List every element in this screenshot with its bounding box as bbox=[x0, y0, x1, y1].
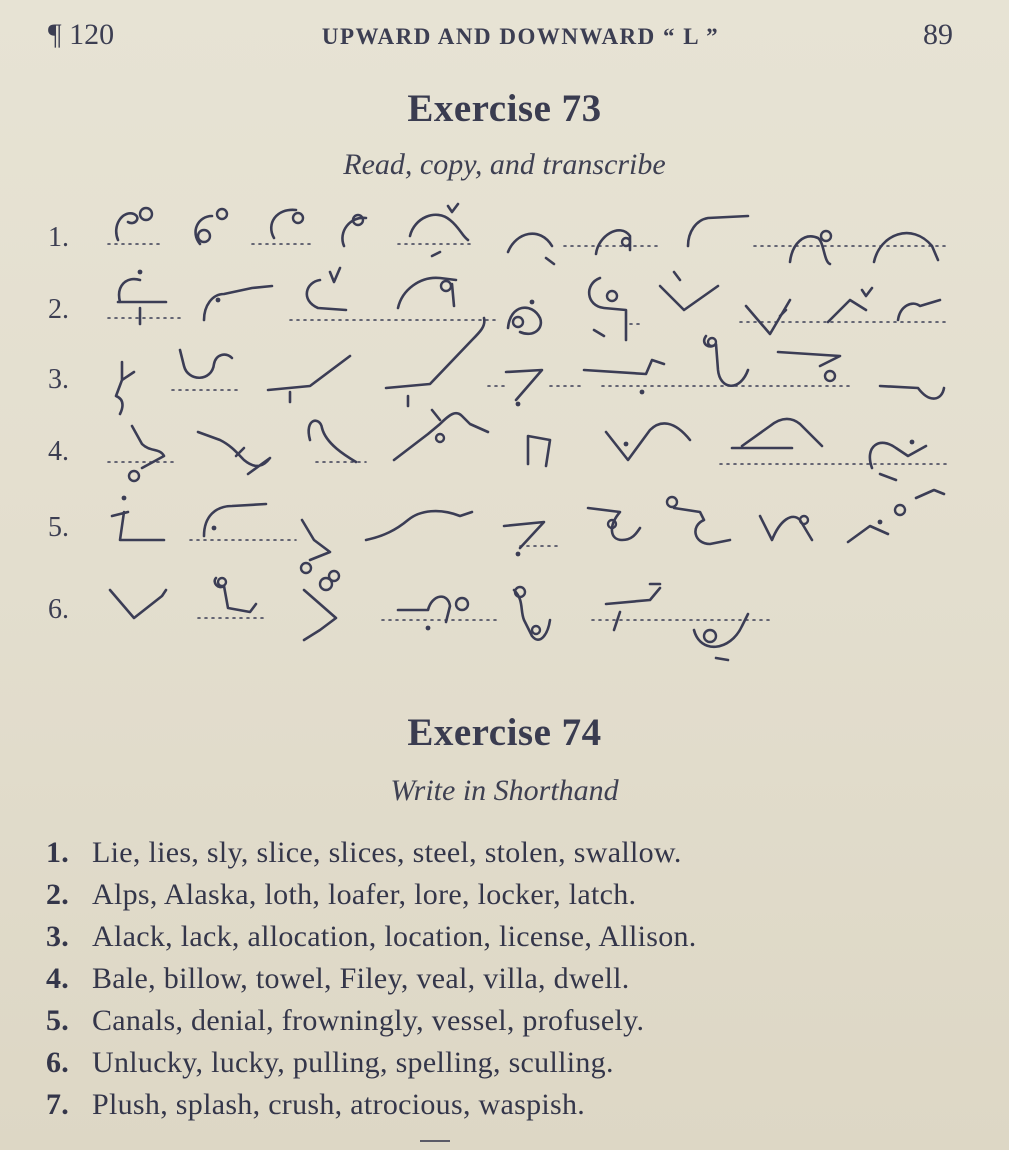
shorthand-row-number: 2. bbox=[48, 294, 69, 325]
item-number: 1. bbox=[46, 836, 70, 869]
item-number: 2. bbox=[46, 878, 70, 911]
item-text: Alack, lack, allocation, location, license, Allison. bbox=[92, 920, 697, 953]
list-item bbox=[46, 920, 966, 962]
item-number: 7. bbox=[46, 1088, 70, 1121]
item-number: 4. bbox=[46, 962, 70, 995]
list-item bbox=[46, 836, 966, 878]
shorthand-row-5 bbox=[112, 490, 944, 581]
list-item bbox=[46, 1046, 966, 1088]
shorthand-row-2 bbox=[108, 252, 950, 340]
item-text: Lie, lies, sly, slice, slices, steel, stolen, swallow. bbox=[92, 836, 682, 869]
exercise-74-instruction: Write in Shorthand bbox=[390, 774, 619, 807]
shorthand-row-number: 3. bbox=[48, 364, 69, 395]
exercise-73-heading: Exercise 73 bbox=[407, 87, 602, 130]
item-text: Unlucky, lucky, pulling, spelling, sculling. bbox=[92, 1046, 614, 1079]
page-bottom-mark bbox=[420, 1140, 450, 1142]
exercise-73-instruction: Read, copy, and transcribe bbox=[343, 148, 666, 181]
shorthand-row-number: 1. bbox=[48, 222, 69, 253]
exercise-74-sentence-list bbox=[46, 836, 966, 1130]
shorthand-row-1 bbox=[108, 204, 950, 264]
shorthand-row-3 bbox=[116, 318, 944, 414]
shorthand-row-6 bbox=[110, 578, 770, 660]
page-number: 89 bbox=[923, 18, 953, 51]
exercise-74-heading: Exercise 74 bbox=[407, 711, 602, 754]
list-item bbox=[46, 1004, 966, 1046]
shorthand-row-4 bbox=[108, 410, 950, 481]
item-number: 3. bbox=[46, 920, 70, 953]
item-text: Canals, denial, frowningly, vessel, profusely. bbox=[92, 1004, 645, 1037]
paragraph-reference: ¶ 120 bbox=[48, 18, 115, 51]
list-item bbox=[46, 1088, 966, 1130]
shorthand-row-number: 6. bbox=[48, 594, 69, 625]
chapter-title: UPWARD AND DOWNWARD “ L ” bbox=[321, 24, 720, 49]
item-number: 5. bbox=[46, 1004, 70, 1037]
item-text: Bale, billow, towel, Filey, veal, villa, dwell. bbox=[92, 962, 630, 995]
shorthand-row-number: 4. bbox=[48, 436, 69, 467]
list-item bbox=[46, 962, 966, 1004]
item-text: Plush, splash, crush, atrocious, waspish. bbox=[92, 1088, 586, 1121]
shorthand-row-number: 5. bbox=[48, 512, 69, 543]
item-text: Alps, Alaska, loth, loafer, lore, locker, latch. bbox=[92, 878, 637, 911]
list-item bbox=[46, 878, 966, 920]
item-number: 6. bbox=[46, 1046, 70, 1079]
